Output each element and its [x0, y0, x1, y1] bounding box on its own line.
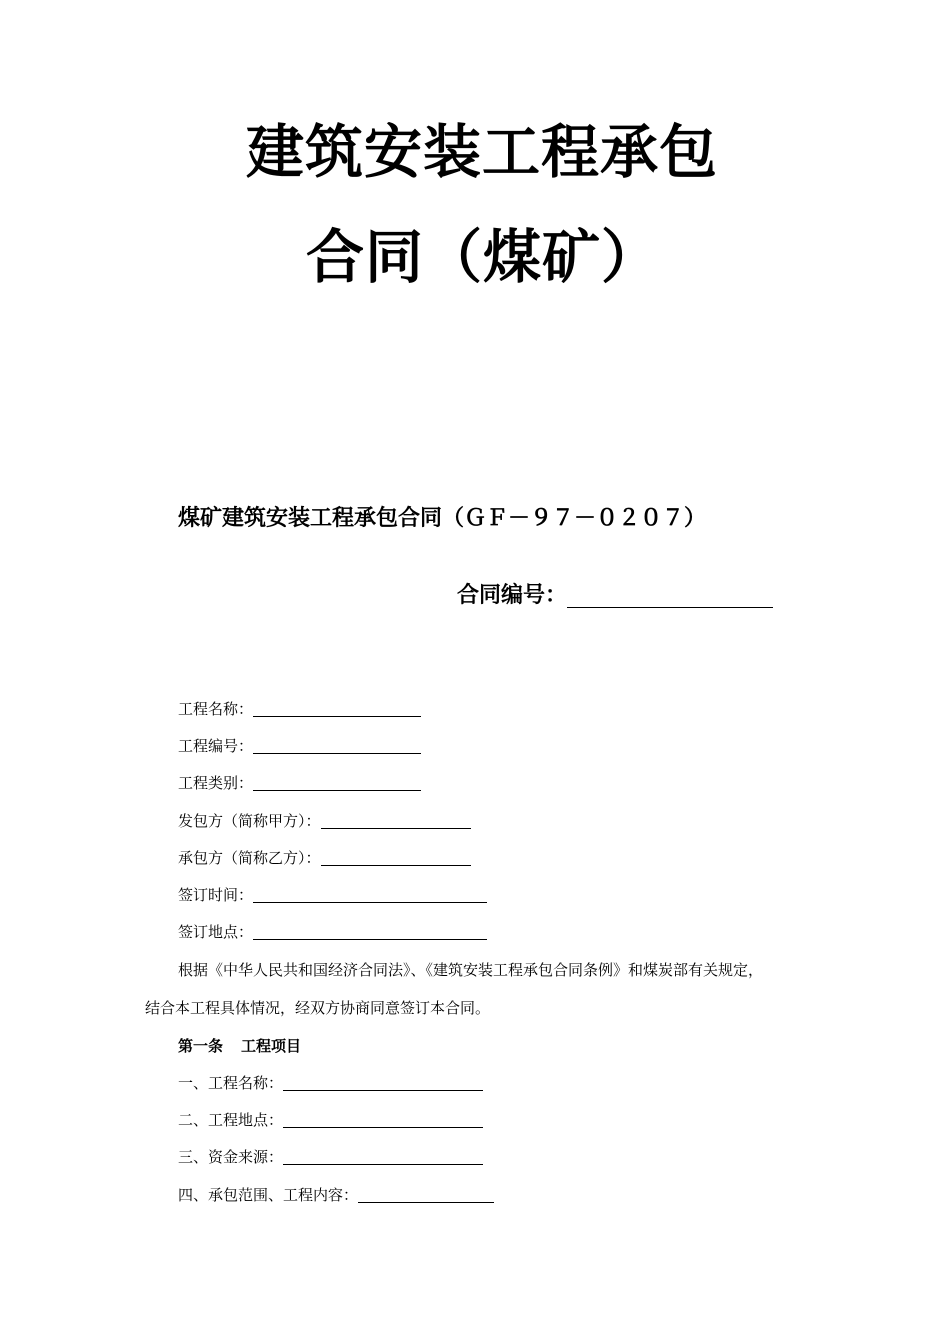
- field-project-name: [178, 698, 421, 720]
- field-blank[interactable]: [253, 923, 487, 940]
- item-label: 一、工程名称：: [178, 1074, 284, 1092]
- article-heading: [178, 1035, 301, 1057]
- field-label: 工程类别：: [178, 774, 254, 792]
- field-project-number: [178, 735, 421, 757]
- article-number: 第一条: [178, 1037, 224, 1055]
- document-title-line-2: 合同（煤矿）: [306, 223, 661, 291]
- field-blank[interactable]: [321, 812, 471, 829]
- item-label: 三、资金来源：: [178, 1148, 284, 1166]
- field-blank[interactable]: [253, 737, 421, 754]
- preamble-line-1: 根据《中华人民共和国经济合同法》、《建筑安装工程承包合同条例》和煤炭部有关规定，: [178, 961, 764, 979]
- item-scope-content: [178, 1184, 494, 1206]
- preamble-line-2: 结合本工程具体情况，经双方协商同意签订本合同。: [145, 999, 491, 1017]
- field-blank[interactable]: [253, 774, 421, 791]
- item-blank[interactable]: [283, 1148, 483, 1165]
- field-party-a: [178, 810, 471, 832]
- item-project-name: [178, 1072, 483, 1094]
- item-project-location: [178, 1109, 483, 1131]
- field-signing-place: [178, 921, 487, 943]
- article-title: 工程项目: [241, 1037, 302, 1055]
- item-blank[interactable]: [283, 1074, 483, 1091]
- item-funding-source: [178, 1146, 483, 1168]
- field-blank[interactable]: [253, 700, 421, 717]
- field-project-category: [178, 772, 421, 794]
- item-blank[interactable]: [283, 1111, 483, 1128]
- item-label: 二、工程地点：: [178, 1111, 284, 1129]
- item-label: 四、承包范围、工程内容：: [178, 1186, 359, 1204]
- field-label: 工程编号：: [178, 737, 254, 755]
- contract-number: [457, 580, 773, 612]
- field-signing-date: [178, 884, 487, 906]
- field-label: 工程名称：: [178, 700, 254, 718]
- contract-number-label: 合同编号：: [457, 583, 568, 608]
- field-label: 签订时间：: [178, 886, 254, 904]
- field-label: 发包方（简称甲方）：: [178, 812, 321, 830]
- field-party-b: [178, 847, 471, 869]
- contract-number-blank[interactable]: [567, 583, 773, 608]
- field-label: 签订地点：: [178, 923, 254, 941]
- item-blank[interactable]: [358, 1186, 494, 1203]
- document-title-line-1: 建筑安装工程承包: [246, 118, 719, 186]
- contract-subtitle: 煤矿建筑安装工程承包合同（ＧＦ－９７－０２０７）: [178, 506, 707, 531]
- field-blank[interactable]: [321, 849, 471, 866]
- field-blank[interactable]: [253, 886, 487, 903]
- field-label: 承包方（简称乙方）：: [178, 849, 321, 867]
